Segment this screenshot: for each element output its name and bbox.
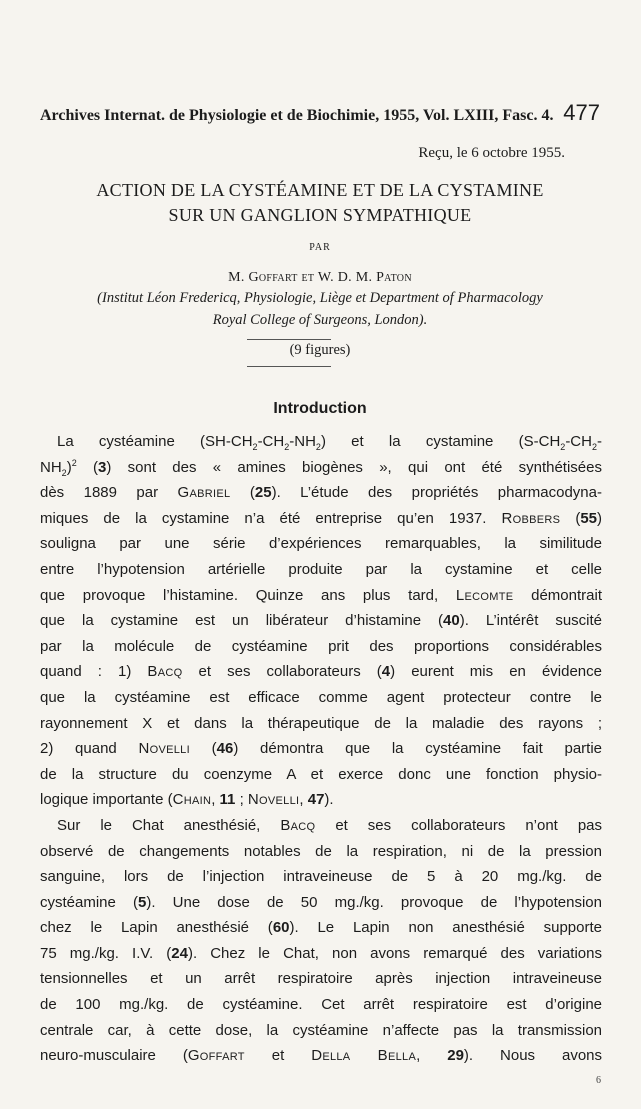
section-heading: Introduction [273,400,367,417]
title-line-1: ACTION DE LA CYSTÉAMINE ET DE LA CYSTAMINE [96,180,544,200]
title-line-2: SUR UN GANGLION SYMPATHIQUE [168,205,472,225]
divider-rule-top [247,339,331,340]
reference-number: 24 [171,944,188,962]
reference-number: 47 [307,791,325,809]
reference-number: 55 [580,509,597,527]
reference-number: 3 [98,458,107,476]
author-name: Bacq [147,663,183,681]
author-name: Goffart [187,1047,245,1065]
text-line: que la cystamine est un libérateur d’histamine (40). L’intérêt suscité [40,612,602,630]
text-line: tensionnelles et un arrêt respiratoire après injection intraveineuse [40,970,602,988]
author-name: Lecomte [455,586,514,604]
text-line: de 100 mg./kg. de cystéamine. Cet arrêt respiratoire est d’origine [40,996,602,1014]
journal-citation: Archives Internat. de Physiologie et de Biochimie, 1955, Vol. LXIII, Fasc. 4. [40,107,554,124]
author-name: Chain [172,791,212,809]
text-line: Sur le Chat anesthésié, Bacq et ses collaborateurs n’ont pas [57,816,602,834]
reference-number: 29 [447,1047,464,1065]
text-line: rayonnement X et dans la thérapeutique de la maladie des rayons ; [40,714,602,732]
text-line: que la cystéamine est efficace comme agent protecteur contre le [40,688,602,706]
affiliation-line-2: Royal College of Surgeons, London). [212,312,428,328]
text-line: La cystéamine $(SH-CH_2-CH_2-NH_2)$ et la cystamine ($S-CH_2-CH_2-$ [57,433,602,452]
text-line: de la structure du coenzyme A et exerce donc une fonction physio- [40,765,602,783]
text-line: observé de changements notables de la respiration, ni de la pression [40,842,602,860]
author-name: Novelli [247,791,300,809]
reference-number: 11 [219,791,236,809]
text-line: souligna par une série d’expériences remarquables, la similitude [40,535,602,553]
author-name: Novelli [138,740,190,758]
par-label: PAR [309,242,331,253]
reference-number: 25 [254,484,272,502]
text-line: 2) quand Novelli (46) démontra que la cystéamine fait partie [40,740,603,758]
running-head [40,100,600,126]
body-text [40,429,602,1069]
affiliation [40,287,600,331]
reference-number: 46 [216,740,234,758]
text-line: logique importante (Chain, 11 ; Novelli, 47). [40,791,334,809]
text-line: entre l’hypotension artérielle produite par la cystamine et celle [40,560,602,578]
author-name: Gabriel [177,484,231,502]
text-line: dès 1889 par Gabriel (25). L’étude des propriétés pharmacodyna- [40,484,602,502]
reference-number: 60 [272,919,290,937]
affiliation-line-1: (Institut Léon Fredericq, Physiologie, Liège et Department of Pharmacology [97,290,543,306]
author-name: Robbers [501,509,561,527]
text-line: chez le Lapin anesthésié (60). Le Lapin non anesthésié supporte [40,919,603,937]
article-title [40,178,600,228]
text-line: $NH_2)^2$ (3) sont des « amines biogènes », qui ont été synthétisées [40,457,602,478]
text-line: miques de la cystamine n’a été entreprise qu’en 1937. Robbers (55) [40,509,602,527]
authors: M. Goffart et W. D. M. Paton [228,270,412,285]
text-line: que provoque l’histamine. Quinze ans plus tard, Lecomte démontrait [40,586,602,604]
text-line: centrale car, à cette dose, la cystéamine n’affecte pas la transmission [40,1021,602,1039]
page-number: 477 [563,100,600,125]
author-name: Della Bella [311,1047,417,1065]
text-line: quand : 1) Bacq et ses collaborateurs (4) eurent mis en évidence [40,663,602,681]
received-date: Reçu, le 6 octobre 1955. [418,145,565,161]
text-line: cystéamine (5). Une dose de 50 mg./kg. provoque de l’hypotension [40,893,602,911]
figures-note: (9 figures) [289,342,351,358]
signature-mark: 6 [596,1075,601,1086]
text-line: neuro-musculaire (Goffart et Della Bella, 29). Nous avons [40,1047,603,1065]
author-name: Bacq [280,816,316,834]
text-line: par la molécule de cystéamine prit des proportions considérables [40,637,602,655]
text-line: 75 mg./kg. I.V. (24). Chez le Chat, non avons remarqué des variations [40,944,602,962]
divider-rule-bottom [247,366,331,367]
reference-number: 4 [381,663,391,681]
reference-number: 5 [138,893,147,911]
text-line: sanguine, lors de l’injection intraveineuse de 5 à 20 mg./kg. de [40,868,602,886]
reference-number: 40 [443,612,460,630]
